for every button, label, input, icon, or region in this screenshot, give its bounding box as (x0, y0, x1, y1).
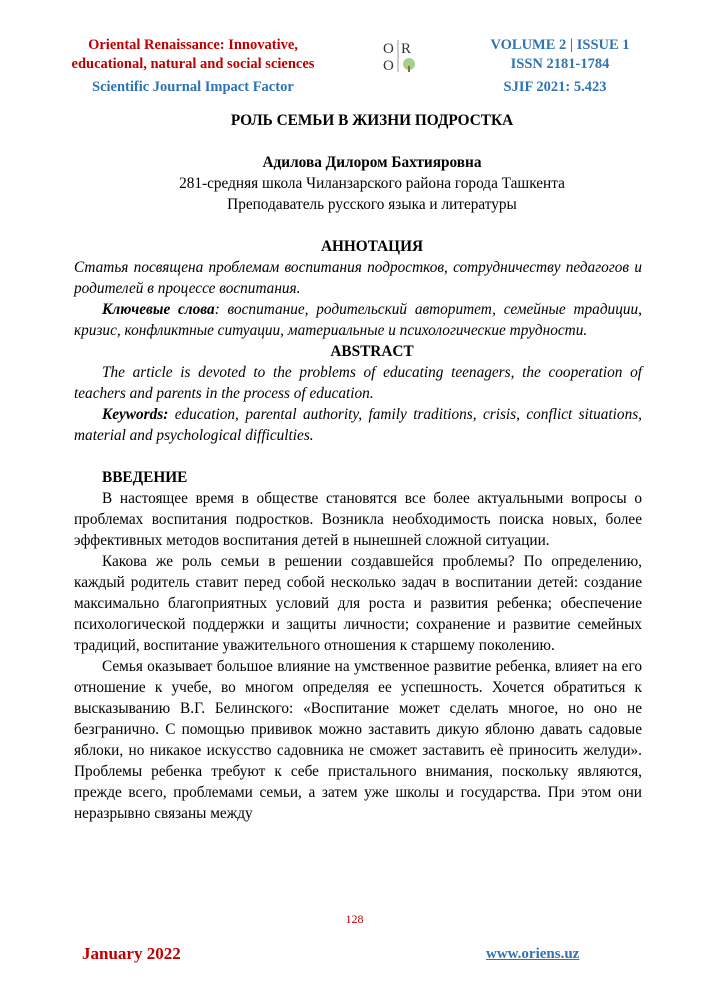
annotation-text (74, 257, 642, 299)
affiliation-school: 281-средняя школа Чиланзарского района города Ташкента (179, 175, 565, 192)
intro-paragraph-3: Семья оказывает большое влияние на умственное развитие ребенка, влияет на его отношение к учебе, во многом определяя ее успешность. Хочется обратиться к высказыванию В.Г. Белинского: «Воспитание может сделать многое, но оно не безгранично. С помощью прививок можно заставить дикую яблоню давать садовые яблоки, но никакое искусство садовника не сможет заставить еè приносить желуди». Проблемы ребенка требуют к себе пристального внимания, поскольку являются, прежде всего, проблемами семьи, а затем уже школы и государства. При этом они неразрывно связаны между (74, 658, 642, 822)
author-name: Адилова Дилором Бахтияровна (262, 154, 482, 171)
intro-heading: ВВЕДЕНИЕ (102, 469, 188, 486)
annotation-keywords-label: Ключевые слова (102, 301, 215, 318)
volume-issue: VOLUME 2 | ISSUE 1 (490, 37, 630, 53)
abstract-keywords (74, 404, 642, 446)
issn: ISSN 2181-1784 (510, 56, 610, 72)
intro-paragraph-1: В настоящее время в обществе становятся все более актуальными вопросы о проблемах воспитания подростков. Возникла необходимость поиска новых, более эффективных методов воспитания детей в нынешней сложной ситуации. (74, 490, 642, 549)
page-number: 128 (345, 912, 364, 926)
impact-factor-label: Scientific Journal Impact Factor (92, 79, 294, 95)
journal-title-line-2: educational, natural and social sciences (71, 56, 315, 72)
annotation-keywords (74, 299, 642, 341)
affiliation-position: Преподаватель русского языка и литературы (227, 196, 517, 213)
abstract-text: The article is devoted to the problems of educating teenagers, the cooperation of teachers and parents in the process of education. (74, 364, 642, 402)
annotation-text-content: Статья посвящена проблемам воспитания подростков, сотрудничеству педагогов и родителей в процессе воспитания. (74, 259, 642, 297)
issue-date: January 2022 (82, 944, 181, 963)
abstract-keywords-text: education, parental authority, family traditions, crisis, conflict situations, material and psychological difficulties. (74, 406, 642, 444)
article-body (74, 110, 642, 824)
svg-text:R: R (401, 41, 412, 57)
website-link[interactable]: www.oriens.uz (486, 946, 580, 962)
svg-text:O: O (383, 41, 394, 57)
abstract-heading: ABSTRACT (330, 343, 414, 360)
journal-title-line-1: Oriental Renaissance: Innovative, (88, 37, 298, 53)
intro-paragraph-2: Какова же роль семьи в решении создавшейся проблемы? По определению, каждый родитель ставит перед собой несколько задач в воспитании детей: создание максимально благоприятных условий для роста и развития ребенка; обеспечение психологической поддержки и защиты личности; сохранение и развитие семейных традиций, воспитание уважительного отношения к старшему поколению. (74, 553, 642, 654)
volume-block (470, 36, 650, 97)
article-title: РОЛЬ СЕМЬИ В ЖИЗНИ ПОДРОСТКА (230, 112, 514, 129)
svg-text:O: O (383, 58, 394, 74)
abstract-keywords-label: Keywords: (102, 406, 169, 423)
sjif: SJIF 2021: 5.423 (503, 79, 607, 95)
annotation-heading: АННОТАЦИЯ (320, 238, 424, 255)
annotation-keywords-text: : воспитание, родительский авторитет, семейные традиции, кризис, конфликтные ситуации, материальные и психологические трудности. (74, 301, 642, 339)
journal-logo (381, 38, 423, 74)
journal-title-block (58, 36, 328, 97)
